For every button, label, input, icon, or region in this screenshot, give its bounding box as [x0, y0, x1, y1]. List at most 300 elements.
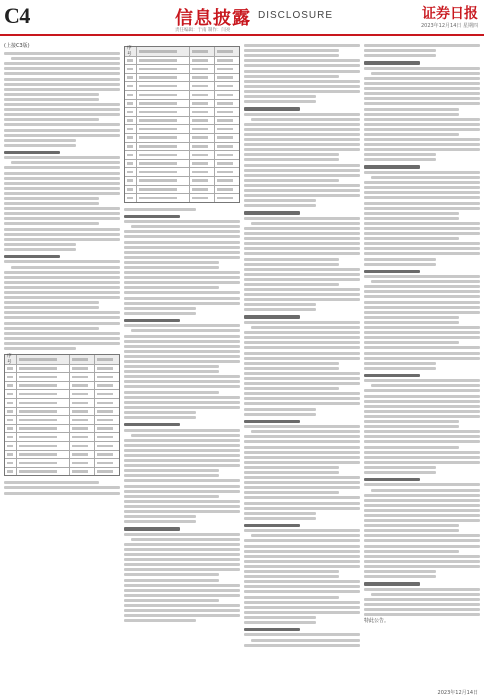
cell-text — [72, 402, 88, 405]
text-line — [371, 384, 480, 387]
cell-text — [97, 402, 113, 405]
text-line — [11, 57, 120, 60]
table-cell — [69, 416, 94, 424]
table-row — [125, 185, 239, 194]
text-line — [244, 283, 339, 286]
table-cell — [189, 160, 214, 168]
text-line — [364, 61, 420, 64]
table-row — [125, 99, 239, 108]
text-line — [4, 306, 99, 309]
text-line — [124, 474, 219, 477]
cell-text — [217, 119, 233, 122]
cell-text — [139, 76, 177, 79]
text-line — [371, 72, 480, 75]
table-row — [125, 64, 239, 73]
text-line — [124, 553, 240, 556]
column-3 — [244, 42, 360, 694]
table-cell — [214, 82, 239, 90]
column-2-text — [124, 208, 240, 623]
table-cell — [94, 355, 119, 364]
table-cell — [69, 425, 94, 433]
text-line — [364, 440, 480, 443]
cell-text — [7, 376, 13, 379]
text-line — [124, 215, 180, 218]
cell-text — [127, 68, 133, 71]
text-line — [364, 186, 480, 189]
text-line — [244, 293, 360, 296]
table-cell — [136, 177, 189, 185]
table-row — [5, 441, 119, 450]
cell-text — [139, 68, 177, 71]
cell-text — [127, 179, 133, 182]
text-line — [244, 64, 360, 67]
text-line — [244, 138, 360, 141]
text-line — [244, 601, 360, 604]
text-line — [364, 374, 420, 377]
text-line — [124, 479, 240, 482]
text-line — [244, 258, 339, 261]
text-line — [364, 435, 480, 438]
text-line — [124, 251, 240, 254]
text-line — [244, 524, 300, 527]
text-line — [364, 545, 480, 548]
text-line — [124, 324, 240, 327]
text-line — [124, 286, 219, 289]
text-line — [124, 429, 240, 432]
cell-text — [127, 188, 133, 191]
table-cell — [189, 74, 214, 82]
text-line — [124, 396, 240, 399]
text-line — [124, 454, 240, 457]
text-line — [364, 603, 480, 606]
table-cell — [189, 168, 214, 176]
text-line — [364, 514, 480, 517]
text-line — [4, 93, 99, 96]
text-line — [244, 164, 360, 167]
cell-text — [192, 162, 208, 165]
text-line — [4, 139, 76, 142]
text-line — [244, 143, 360, 146]
text-line — [244, 435, 360, 438]
text-line — [244, 420, 300, 423]
table-cell — [16, 459, 69, 467]
masthead — [0, 0, 484, 36]
text-line — [244, 517, 316, 520]
table-cell — [94, 451, 119, 459]
text-line — [124, 589, 240, 592]
cell-text — [127, 145, 133, 148]
text-line — [124, 495, 219, 498]
table-cell — [69, 373, 94, 381]
data-table-2 — [124, 46, 240, 203]
cell-text — [139, 188, 177, 191]
table-cell — [94, 468, 119, 476]
text-line — [124, 614, 240, 617]
text-line — [4, 134, 120, 137]
cell-text — [217, 59, 233, 62]
text-line — [244, 392, 360, 395]
cell-text — [127, 111, 133, 114]
table-cell — [214, 47, 239, 56]
text-line — [244, 621, 316, 624]
text-line — [4, 332, 120, 335]
table-cell — [136, 100, 189, 108]
table-cell — [189, 177, 214, 185]
table-row — [125, 159, 239, 168]
cell-text — [217, 145, 233, 148]
text-line — [244, 560, 360, 563]
text-line — [244, 113, 360, 116]
table-cell — [136, 186, 189, 194]
text-line — [244, 580, 360, 583]
text-line — [244, 242, 360, 245]
table-cell — [214, 160, 239, 168]
text-line — [364, 44, 480, 47]
text-line — [4, 260, 120, 263]
text-line — [244, 596, 339, 599]
cell-text — [139, 102, 177, 105]
text-line — [364, 252, 480, 255]
cell-text — [192, 68, 208, 71]
text-line — [124, 599, 219, 602]
table-cell — [5, 408, 16, 416]
text-line — [124, 500, 240, 503]
cell-text — [127, 85, 133, 88]
text-line — [364, 87, 480, 90]
text-line — [364, 290, 480, 293]
text-line — [244, 321, 360, 324]
text-line — [364, 67, 480, 70]
table-cell — [214, 186, 239, 194]
text-line — [364, 560, 480, 563]
cell-text — [7, 462, 13, 465]
cell-text — [7, 402, 13, 405]
table-cell — [125, 143, 136, 151]
text-line — [364, 509, 480, 512]
text-line — [364, 143, 480, 146]
text-line — [124, 335, 240, 338]
cell-text — [217, 162, 233, 165]
text-line — [364, 341, 459, 344]
cell-text — [139, 179, 177, 182]
cell-text — [139, 111, 177, 114]
cell-text — [7, 427, 13, 430]
cell-text — [72, 384, 88, 387]
text-line — [4, 316, 120, 319]
text-line — [124, 604, 240, 607]
table-cell — [5, 459, 16, 467]
column-4 — [364, 42, 480, 694]
text-line — [4, 78, 120, 81]
table-cell — [94, 399, 119, 407]
table-cell — [214, 194, 239, 202]
table-row — [5, 381, 119, 390]
table-cell — [136, 108, 189, 116]
text-line — [124, 543, 240, 546]
text-line — [371, 593, 480, 596]
cell-text — [19, 402, 57, 405]
text-line — [364, 191, 480, 194]
text-line — [364, 367, 436, 370]
table-cell — [136, 160, 189, 168]
text-line — [124, 350, 240, 353]
table-cell — [5, 390, 16, 398]
table-row — [5, 355, 119, 364]
cell-text — [7, 393, 13, 396]
text-line — [364, 311, 480, 314]
text-line — [244, 616, 316, 619]
cell-text — [217, 94, 233, 97]
cell-text — [97, 376, 113, 379]
text-line — [124, 619, 196, 622]
cell-text — [72, 410, 88, 413]
text-line — [244, 590, 360, 593]
cell-text — [97, 410, 113, 413]
cell-text — [139, 136, 177, 139]
text-line — [244, 585, 360, 588]
table-cell — [214, 108, 239, 116]
cell-text — [7, 410, 13, 413]
text-line — [244, 461, 360, 464]
text-line — [244, 628, 300, 631]
text-line — [244, 100, 316, 103]
table-cell — [16, 408, 69, 416]
text-line — [244, 440, 360, 443]
table-cell — [189, 143, 214, 151]
text-line — [244, 456, 360, 459]
text-line — [364, 400, 480, 403]
text-line — [364, 529, 459, 532]
text-line — [244, 211, 300, 214]
cell-text — [97, 436, 113, 439]
cell-text — [217, 102, 233, 105]
table-row — [125, 142, 239, 151]
cell-text — [127, 119, 133, 122]
table-cell: 序号 — [7, 354, 12, 366]
text-line — [124, 594, 240, 597]
text-line — [364, 613, 480, 616]
text-line — [364, 153, 436, 156]
text-line — [124, 579, 219, 582]
text-line — [244, 336, 360, 339]
table-cell — [125, 74, 136, 82]
text-line — [244, 565, 360, 568]
table-cell — [214, 117, 239, 125]
text-line — [124, 609, 240, 612]
cell-text — [217, 154, 233, 157]
cell-text — [139, 119, 177, 122]
text-line — [4, 301, 99, 304]
cell-text — [19, 393, 57, 396]
table-cell — [214, 143, 239, 151]
text-line — [244, 476, 360, 479]
table-cell — [94, 425, 119, 433]
table-cell — [189, 125, 214, 133]
text-line — [124, 261, 219, 264]
text-line — [364, 405, 480, 408]
text-line — [4, 243, 76, 246]
text-line — [364, 461, 480, 464]
text-line — [364, 379, 480, 382]
table-cell — [69, 365, 94, 373]
text-line — [244, 644, 360, 647]
text-line — [364, 227, 480, 230]
column-1 — [4, 42, 120, 694]
cell-text — [19, 419, 57, 422]
text-line — [364, 420, 459, 423]
cell-text — [72, 393, 88, 396]
table-cell — [136, 91, 189, 99]
text-line — [364, 222, 480, 225]
table-cell — [16, 399, 69, 407]
table-cell — [69, 459, 94, 467]
text-line — [244, 611, 360, 614]
text-line — [124, 246, 240, 249]
editor-credit: 责任编辑：于南 制作：闫亮 — [175, 28, 231, 33]
table-row — [5, 364, 119, 373]
text-line — [124, 459, 240, 462]
text-line — [124, 271, 240, 274]
table-cell — [69, 355, 94, 364]
cell-text — [192, 50, 208, 53]
text-line — [244, 133, 360, 136]
text-line — [371, 489, 480, 492]
text-line — [124, 527, 180, 530]
table-cell — [5, 416, 16, 424]
text-line — [244, 75, 339, 78]
text-line — [364, 321, 459, 324]
text-line — [4, 187, 120, 190]
table-row — [125, 193, 239, 202]
table-cell — [5, 425, 16, 433]
text-line — [11, 266, 120, 269]
table-cell — [214, 57, 239, 65]
table-row — [125, 81, 239, 90]
text-line — [124, 449, 240, 452]
table-cell — [69, 433, 94, 441]
table-row — [125, 176, 239, 185]
table-cell — [94, 442, 119, 450]
text-line — [124, 385, 240, 388]
table-cell — [94, 382, 119, 390]
table-cell — [125, 125, 136, 133]
cell-text — [97, 384, 113, 387]
table-cell — [136, 168, 189, 176]
text-line — [364, 258, 436, 261]
cell-text — [217, 136, 233, 139]
text-line — [364, 202, 480, 205]
text-line — [364, 598, 480, 601]
text-line — [244, 507, 360, 510]
text-line — [4, 207, 120, 210]
text-line — [364, 471, 436, 474]
table-cell — [189, 100, 214, 108]
cell-text — [72, 453, 88, 456]
text-line — [244, 315, 300, 318]
text-line — [364, 196, 480, 199]
text-line — [124, 520, 196, 523]
cell-text — [217, 111, 233, 114]
table-cell — [16, 373, 69, 381]
text-line — [124, 558, 240, 561]
text-line — [124, 584, 240, 587]
text-line — [4, 177, 120, 180]
text-line — [244, 550, 360, 553]
cell-text — [7, 384, 13, 387]
text-line — [244, 169, 360, 172]
table-cell: 序号 — [127, 46, 132, 58]
text-line — [364, 113, 459, 116]
cell-text — [192, 85, 208, 88]
text-line — [364, 352, 480, 355]
text-line — [124, 355, 240, 358]
text-line — [364, 118, 480, 121]
text-line — [364, 326, 480, 329]
text-line — [364, 102, 480, 105]
table-cell — [136, 134, 189, 142]
text-line — [124, 401, 240, 404]
cell-text — [217, 68, 233, 71]
table-cell — [69, 442, 94, 450]
text-line — [4, 327, 99, 330]
table-cell — [125, 151, 136, 159]
cell-text — [97, 427, 113, 430]
cell-text — [7, 419, 13, 422]
text-line — [244, 372, 360, 375]
text-line — [244, 539, 360, 542]
cell-text — [192, 154, 208, 157]
cell-text — [192, 179, 208, 182]
cell-text — [192, 76, 208, 79]
text-line — [124, 291, 240, 294]
text-line — [244, 352, 360, 355]
text-line — [244, 502, 360, 505]
table-cell — [125, 100, 136, 108]
cell-text — [139, 171, 177, 174]
cell-text — [72, 436, 88, 439]
cell-text — [19, 436, 57, 439]
text-line — [251, 534, 360, 537]
text-line — [244, 308, 316, 311]
cell-text — [19, 367, 57, 370]
cell-text — [72, 419, 88, 422]
text-line — [131, 434, 240, 437]
text-line — [244, 44, 360, 47]
table-row — [125, 116, 239, 125]
table-row — [5, 467, 119, 476]
text-line — [124, 568, 240, 571]
text-line — [364, 275, 480, 278]
text-line — [244, 232, 360, 235]
text-line — [244, 397, 360, 400]
text-line — [4, 67, 120, 70]
text-line — [244, 179, 339, 182]
table-cell — [136, 194, 189, 202]
text-line — [364, 181, 480, 184]
text-line — [244, 49, 339, 52]
cell-text — [127, 171, 133, 174]
text-line — [244, 633, 360, 636]
text-line — [244, 331, 360, 334]
cell-text — [217, 179, 233, 182]
table-cell — [5, 365, 16, 373]
column-4-text — [364, 44, 480, 616]
text-line — [251, 118, 360, 121]
text-line — [4, 311, 120, 314]
text-line — [364, 128, 480, 131]
table-cell — [125, 91, 136, 99]
text-line — [364, 82, 480, 85]
